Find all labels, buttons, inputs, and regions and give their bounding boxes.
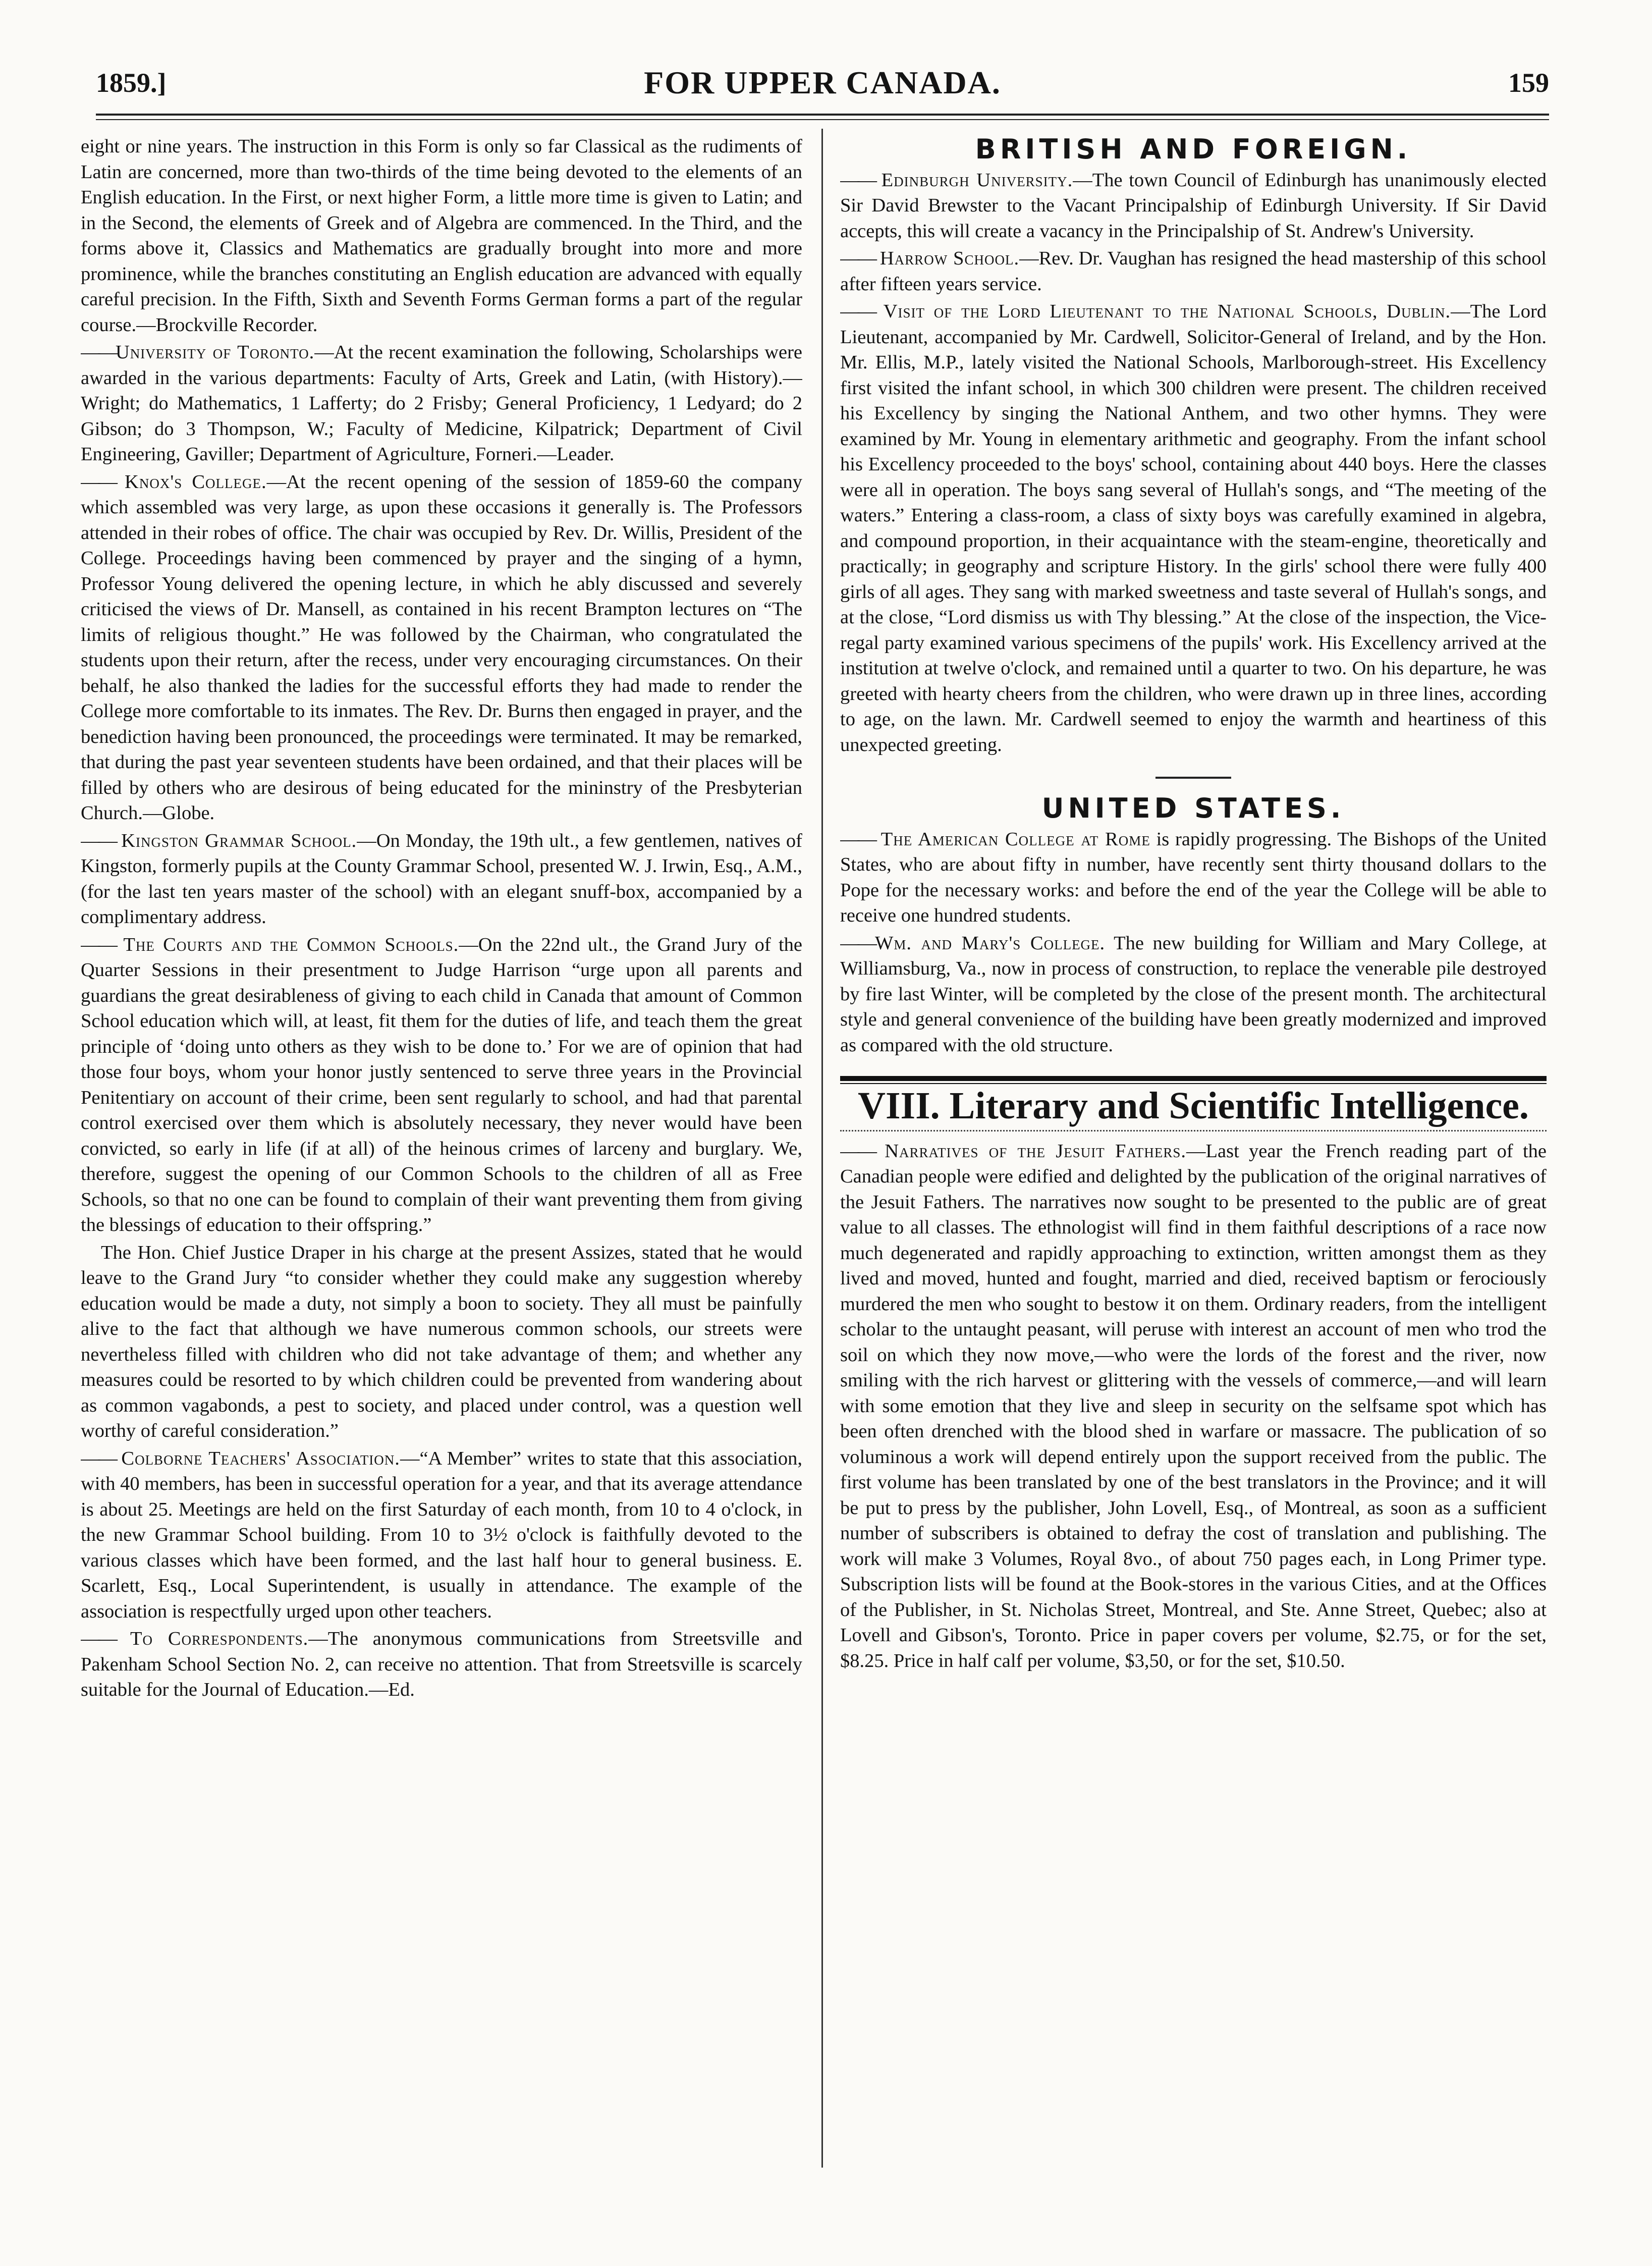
article-university-of-toronto: ——University of Toronto.—At the recent examination the following, Scholarships were awarded in the various departments: Faculty of Arts, Greek and Latin, (with History).—Wright; do Mathematics, 1 Lafferty; do 2 Frisby; General Proficiency, 1 Ledyard; do 2 Gibson; do 3 Thompson, W.; Faculty of Medicine, Kilpatrick; Department of Civil Engineering, Gaviller; Department of Agriculture, Forneri.—Leader. — [81, 342, 802, 465]
right-column — [840, 134, 1547, 2163]
article-text: —The anonymous communications from Streetsville and Pakenham School Section No. 2, can receive no attention. That from Streetsville is scarcely suitable for the Journal of Education.—Ed. — [81, 1628, 802, 1700]
section-separator — [1155, 777, 1231, 779]
article-text: —At the recent opening of the session of 1859-60 the company which assembled was very large, as upon these occasions it generally is. The Professors attended in their robes of office. The chair was occupied by Rev. Dr. Willis, President of the College. Proceedings having been commenced by prayer and the singing of a hymn, Professor Young delivered the opening lecture, in which he ably discussed and severely criticised the views of Dr. Mansell, as contained in his recent Brampton lectures on “The limits of religious thought.” He was followed by the Chairman, who congratulated the students upon their return, after the recess, under very encouraging circumstances. On their behalf, he also thanked the ladies for the successful efforts they had made to render the College more comfortable to its inmates. The Rev. Dr. Burns then engaged in prayer, and the benediction having been pronounced, the proceedings were terminated. It may be remarked, that during the past year seventeen students have been ordained, and that their places will be filled by others who are desirous of being educated for the mininstry of the Presbyterian Church.—Globe. — [81, 471, 802, 824]
article-to-correspondents: —— To Correspondents.—The anonymous communications from Streetsville and Pakenham School Section No. 2, can receive no attention. That from Streetsville is scarcely suitable for the Journal of Education.—Ed. — [81, 1628, 802, 1700]
article-text: —“A Member” writes to state that this association, with 40 members, has been in successful operation for a year, and that its average attendance is about 25. Meetings are held on the first Saturday of each month, from 10 to 4 o'clock, in the new Grammar School building. From 10 to 3½ o'clock is faithfully devoted to the various classes which have been formed, and the last half hour to general business. E. Scarlett, Esq., Local Superintendent, is usually in attendance. The example of the association is respectfully urged upon other teachers. — [81, 1447, 802, 1622]
section-rule-dotted — [840, 1130, 1547, 1131]
article-text: —The Lord Lieutenant, accompanied by Mr. Cardwell, Solicitor-General of Ireland, and by the Hon. Mr. Ellis, M.P., lately visited the National Schools, Marlborough-street. His Excellency first visited the infant school, in which 300 children were present. The children received his Excellency by singing the National Anthem, and two other hymns. They were examined by Mr. Young in elementary arithmetic and geography. From the infant school his Excellency proceeded to the boys' school, containing about 440 boys. Here the classes were all in operation. The boys sang several of Hullah's songs, and “The meeting of the waters.” Entering a class-room, a class of sixty boys was carefully examined in algebra, and compound proportion, in their acquaintance with the steam-engine, theoretically and practically; in geography and scripture History. In the girls' school there were fully 400 girls of all ages. They sang with marked sweetness and taste several of Hullah's songs, and at the close, “Lord dismiss us with Thy blessing.” At the close of the inspection, the Vice-regal party examined various specimens of the pupils' work. His Excellency arrived at the institution at twelve o'clock, and remained until a quarter to two. On his departure, he was greeted with hearty cheers from the children, who were drawn up in three lines, according to age, on the lawn. Mr. Cardwell seemed to enjoy the warmth and heartiness of this unexpected greeting. — [840, 301, 1547, 756]
article-paragraph — [81, 134, 802, 338]
section-heading-united-states: UNITED STATES. — [1041, 792, 1345, 824]
article-lead: The Courts and the Common Schools. — [123, 934, 459, 955]
article-jesuit-narratives: —— Narratives of the Jesuit Fathers.—Last year the French reading part of the Canadian people were edified and delighted by the publication of the original narratives of the Jesuit Fathers. The narratives now sought to be presented to the public are of great value to all classes. The ethnologist will find in them faithful descriptions of a race now much degenerated and rapidly approaching to extinction, written amongst them as they lived and moved, hunted and fought, married and died, received baptism or ferociously murdered the men who sought to bestow it on them. Ordinary readers, from the intelligent scholar to the untaught peasant, will peruse with interest an account of men who trod the soil on which they now move,—who were the lords of the forest and the river, now smiling with the rich harvest or glittering with the vessels of commerce,—and will learn with some emotion that they live and sleep in security on the selfsame spot which has been often drenched with the blood shed in warfare or massacre. The publication of so voluminous a work will depend entirely upon the support received from the public. The first volume has been translated by one of the best translators in the Province; and it will be put to press by the publisher, John Lovell, Esq., of Montreal, as soon as a sufficient number of subscribers is obtained to defray the cost of translation and publishing. The work will make 3 Volumes, Royal 8vo., of about 750 pages each, in Long Primer type. Subscription lists will be found at the Book-stores in the various Cities, and at the Offices of the Publisher, in St. Nicholas Street, Montreal, and Ste. Anne Street, Quebec; also at Lovell and Gibson's, Toronto. Price in paper covers per volume, $2.75, or for the set, $8.25. Price in half calf per volume, $3,50, or for the set, $10.50. — [840, 1140, 1547, 1671]
header-year: 1859.] — [96, 68, 167, 98]
article-american-college-rome: —— The American College at Rome is rapidly progressing. The Bishops of the United States, who are about fifty in number, have recently sent thirty thousand dollars to the Pope for the necessary works: and before the end of the year the College will be able to receive one hundred students. — [840, 828, 1547, 926]
article-text: The new building for William and Mary College, at Williamsburg, Va., now in process of construction, to replace the venerable pile destroyed by fire last Winter, will be completed by the close of the present month. The architectural style and general convenience of the building have been greatly modernized and improved as compared with the old structure. — [840, 932, 1547, 1056]
article-knoxs-college: —— Knox's College.—At the recent opening of the session of 1859-60 the company which assembled was very large, as upon these occasions it generally is. The Professors attended in their robes of office. The chair was occupied by Rev. Dr. Willis, President of the College. Proceedings having been commenced by prayer and the singing of a hymn, Professor Young delivered the opening lecture, in which he ably discussed and severely criticised the views of Dr. Mansell, as contained in his recent Brampton lectures on “The limits of religious thought.” He was followed by the Chairman, who congratulated the students upon their return, after the recess, under very encouraging circumstances. On their behalf, he also thanked the ladies for the successful efforts they had made to render the College more comfortable to its inmates. The Rev. Dr. Burns then engaged in prayer, and the benediction having been pronounced, the proceedings were terminated. It may be remarked, that during the past year seventeen students have been ordained, and that their places will be filled by others who are desirous of being educated for the mininstry of the Presbyterian Church.—Globe. — [81, 471, 802, 824]
article-edinburgh-university: —— Edinburgh University.—The town Council of Edinburgh has unanimously elected Sir David Brewster to the Vacant Principalship of Edinburgh University. If Sir David accepts, this will create a vacancy in the Principalship of St. Andrew's University. — [840, 169, 1547, 242]
article-lead: Colborne Teachers' Association. — [121, 1447, 400, 1469]
article-kingston-grammar-school: —— Kingston Grammar School.—On Monday, the 19th ult., a few gentlemen, natives of Kingston, formerly pupils at the County Grammar School, presented W. J. Irwin, Esq., A.M., (for the last ten years master of the school) with an elegant snuff-box, accompanied by a complimentary address. — [81, 830, 802, 928]
section-heading-literary-scientific: VIII. Literary and Scientific Intelligence. — [858, 1085, 1529, 1127]
column-divider — [821, 129, 823, 2168]
article-text: eight or nine years. The instruction in this Form is only so far Classical as the rudiments of Latin are concerned, more than two-thirds of the time being devoted to the elements of an English education. In the First, or next higher Form, a little more time is given to Latin; and in the Second, the elements of Greek and of Algebra are commenced. In the Third, and the forms above it, Classics and Mathematics are gradually brought into more and more prominence, while the branches constituting an English education are advanced with equally careful precision. In the Fifth, Sixth and Seventh Forms German forms a part of the regular course.—Brockville Recorder. — [81, 136, 802, 336]
article-national-schools-dublin: —— Visit of the Lord Lieutenant to the National Schools, Dublin.—The Lord Lieutenant, accompanied by Mr. Cardwell, Solicitor-General of Ireland, and by the Hon. Mr. Ellis, M.P., lately visited the National Schools, Marlborough-street. His Excellency first visited the infant school, in which 300 children were present. The children received his Excellency by singing the National Anthem, and two other hymns. They were examined by Mr. Young in elementary arithmetic and geography. From the infant school his Excellency proceeded to the boys' school, containing about 440 boys. Here the classes were all in operation. The boys sang several of Hullah's songs, and “The meeting of the waters.” Entering a class-room, a class of sixty boys was carefully examined in algebra, and compound proportion, in their acquaintance with the steam-engine, theoretically and practically; in geography and scripture History. In the girls' school there were fully 400 girls of all ages. They sang with marked sweetness and taste several of Hullah's songs, and at the close, “Lord dismiss us with Thy blessing.” At the close of the inspection, the Vice-regal party examined various specimens of the pupils' work. His Excellency arrived at the institution at twelve o'clock, and remained until a quarter to two. On his departure, he was greeted with hearty cheers from the children, who were drawn up in three lines, according to age, on the lawn. Mr. Cardwell seemed to enjoy the warmth and heartiness of this unexpected greeting. — [840, 301, 1547, 756]
article-lead: Knox's College. — [125, 471, 267, 493]
article-text: —Rev. Dr. Vaughan has resigned the head mastership of this school after fifteen years service. — [840, 248, 1547, 295]
article-text: The Hon. Chief Justice Draper in his charge at the present Assizes, stated that he would leave to the Grand Jury “to consider whether they could make any suggestion whereby education would be made a duty, not simply a boon to society. They all must be painfully alive to the fact that although we have numerous common schools, our streets were nevertheless filled with children who did not take advantage of them; and whether any measures could be resorted to by which children could be prevented from wandering about as common vagabonds, a pest to society, and placed under control, was a question well worthy of careful consideration.” — [81, 1242, 802, 1441]
article-lead: To Correspondents. — [130, 1628, 309, 1649]
article-text: —On the 22nd ult., the Grand Jury of the Quarter Sessions in their presentment to Judge Harrison “urge upon all parents and guardians the great desirableness of giving to each child in Canada that amount of Common School education which will, at least, fit them for the duties of life, and teach them the great principle of ‘doing unto others as they wish to be done to.’ For we are of opinion that had those four boys, whom your honor justly sentenced to serve three years in the Provincial Penitentiary on account of their crime, been sent regularly to school, and had that parental control exercised over them which is absolutely necessary, they never would have been convicted, so early in life (if at all) of the heinous crimes of larceny and burglary. We, therefore, suggest the opening of our Common Schools to the children of all as Free Schools, so that no one can be found to complain of their want preventing them from giving the blessings of education to their offspring.” — [81, 934, 802, 1235]
article-text: —At the recent examination the following, Scholarships were awarded in the various departments: Faculty of Arts, Greek and Latin, (with History).—Wright; do Mathematics, 1 Lafferty; do 2 Frisby; General Proficiency, 1 Ledyard; do 2 Gibson; do 3 Thompson, W.; Faculty of Medicine, Kilpatrick; Department of Civil Engineering, Gaviller; Department of Agriculture, Forneri.—Leader. — [81, 342, 802, 465]
article-lead: Kingston Grammar School. — [121, 830, 357, 851]
article-lead: Visit of the Lord Lieutenant to the National Schools, Dublin. — [883, 301, 1451, 322]
section-rule-thick — [840, 1076, 1547, 1081]
article-harrow-school: —— Harrow School.—Rev. Dr. Vaughan has resigned the head mastership of this school after fifteen years service. — [840, 248, 1547, 295]
article-text: —Last year the French reading part of the Canadian people were edified and delighted by the publication of the original narratives of the Jesuit Fathers. The narratives now sought to be presented to the public are of great value to all classes. The ethnologist will find in them faithful descriptions of a race now much degenerated and rapidly approaching to extinction, written amongst them as they lived and moved, hunted and fought, married and died, received baptism or ferociously murdered the men who sought to bestow it on them. Ordinary readers, from the intelligent scholar to the untaught peasant, will peruse with interest an account of men who trod the soil on which they now move,—who were the lords of the forest and the river, now smiling with the rich harvest or glittering with the vessels of commerce,—and will learn with some emotion that they live and sleep in security on the selfsame spot which has been often drenched with the blood shed in warfare or massacre. The publication of so voluminous a work will depend entirely upon the support received from the public. The first volume has been translated by one of the best translators in the Province; and it will be put to press by the publisher, John Lovell, Esq., of Montreal, as soon as a sufficient number of subscribers is obtained to defray the cost of translation and publishing. The work will make 3 Volumes, Royal 8vo., of about 750 pages each, in Long Primer type. Subscription lists will be found at the Book-stores in the various Cities, and at the Offices of the Publisher, in St. Nicholas Street, Montreal, and Ste. Anne Street, Quebec; also at Lovell and Gibson's, Toronto. Price in paper covers per volume, $2.75, or for the set, $8.25. Price in half calf per volume, $3,50, or for the set, $10.50. — [840, 1140, 1547, 1671]
article-colborne-teachers: —— Colborne Teachers' Association.—“A Member” writes to state that this association, with 40 members, has been in successful operation for a year, and that its average attendance is about 25. Meetings are held on the first Saturday of each month, from 10 to 4 o'clock, in the new Grammar School building. From 10 to 3½ o'clock is faithfully devoted to the various classes which have been formed, and the last half hour to general business. E. Scarlett, Esq., Local Superintendent, is usually in attendance. The example of the association is respectfully urged upon other teachers. — [81, 1447, 802, 1622]
article-paragraph — [81, 1240, 802, 1444]
header-page-number: 159 — [1508, 68, 1549, 98]
article-lead: University of Toronto. — [116, 342, 315, 363]
header-title: FOR UPPER CANADA. — [644, 65, 1001, 100]
header-rule — [96, 114, 1549, 116]
section-heading-british-foreign: BRITISH AND FOREIGN. — [975, 134, 1412, 165]
article-lead: Wm. and Mary's College. — [875, 932, 1106, 954]
article-text: —The town Council of Edinburgh has unanimously elected Sir David Brewster to the Vacant Principalship of Edinburgh University. If Sir David accepts, this will create a vacancy in the Principalship of St. Andrew's University. — [840, 169, 1547, 242]
article-text: is rapidly progressing. The Bishops of the United States, who are about fifty in number, have recently sent thirty thousand dollars to the Pope for the necessary works: and before the end of the year the College will be able to receive one hundred students. — [840, 828, 1547, 926]
left-column — [81, 134, 802, 2163]
section-rule-thin — [840, 1083, 1547, 1084]
page-header — [96, 63, 1549, 109]
article-lead: Edinburgh University. — [881, 169, 1073, 191]
article-wm-mary-college: ——Wm. and Mary's College. The new building for William and Mary College, at Williamsburg, Va., now in process of construction, to replace the venerable pile destroyed by fire last Winter, will be completed by the close of the present month. The architectural style and general convenience of the building have been greatly modernized and improved as compared with the old structure. — [840, 932, 1547, 1056]
header-rule-thin — [96, 119, 1549, 120]
article-text: —On Monday, the 19th ult., a few gentlemen, natives of Kingston, formerly pupils at the County Grammar School, presented W. J. Irwin, Esq., A.M., (for the last ten years master of the school) with an elegant snuff-box, accompanied by a complimentary address. — [81, 830, 802, 928]
article-courts-common-schools: —— The Courts and the Common Schools.—On the 22nd ult., the Grand Jury of the Quarter Sessions in their presentment to Judge Harrison “urge upon all parents and guardians the great desirableness of giving to each child in Canada that amount of Common School education which will, at least, fit them for the duties of life, and teach them the great principle of ‘doing unto others as they wish to be done to.’ For we are of opinion that had those four boys, whom your honor justly sentenced to serve three years in the Provincial Penitentiary on account of their crime, been sent regularly to school, and had that parental control exercised over them which is absolutely necessary, they never would have been convicted, so early in life (if at all) of the heinous crimes of larceny and burglary. We, therefore, suggest the opening of our Common Schools to the children of all as Free Schools, so that no one can be found to complain of their want preventing them from giving the blessings of education to their offspring.” — [81, 934, 802, 1235]
article-lead: Narratives of the Jesuit Fathers. — [885, 1140, 1186, 1162]
article-lead: Harrow School. — [879, 248, 1020, 269]
article-lead: The American College at Rome — [880, 828, 1150, 850]
